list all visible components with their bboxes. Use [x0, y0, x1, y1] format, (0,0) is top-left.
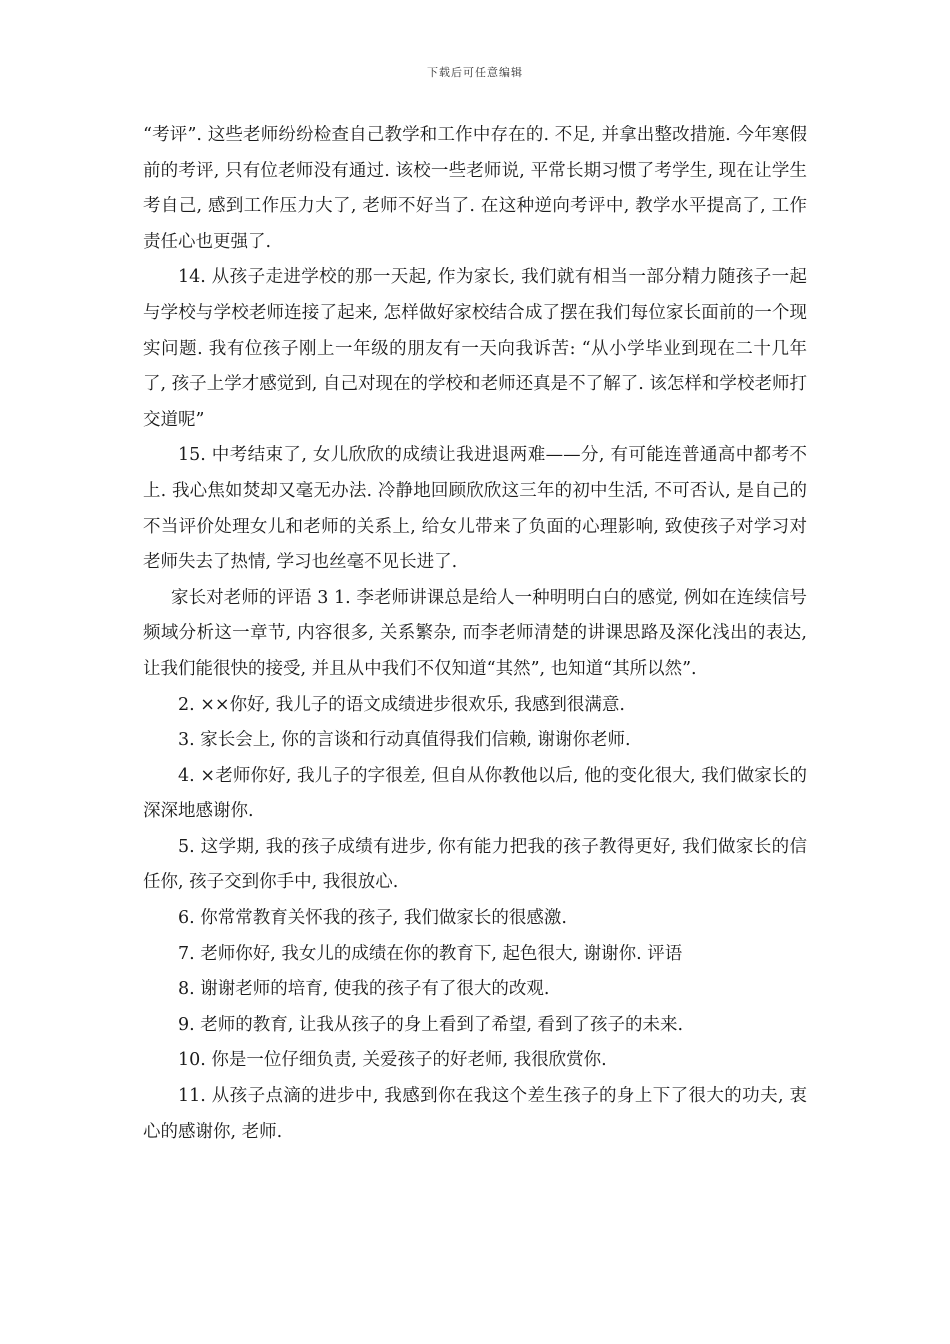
paragraph-item-2: 2. ××你好, 我儿子的语文成绩进步很欢乐, 我感到很满意. [178, 694, 625, 715]
document-body [143, 118, 807, 1150]
paragraph-section-3-item-1: 家长对老师的评语 3 1. 李老师讲课总是给人一种明明白白的感觉, 例如在连续信号频域分析这一章节, 内容很多, 关系繁杂, 而李老师清楚的讲课思路及深化浅出的表达, 让我们能很快的接受, 并且从中我们不仅知道“其然”, 也知道“其所以然”. [143, 587, 807, 679]
paragraph-item-6: 6. 你常常教育关怀我的孩子, 我们做家长的很感激. [178, 908, 567, 929]
paragraph-item-10: 10. 你是一位仔细负责, 关爱孩子的好老师, 我很欣赏你. [178, 1050, 607, 1071]
paragraph-item-5: 5. 这学期, 我的孩子成绩有进步, 你有能力把我的孩子教得更好, 我们做家长的信任你, 孩子交到你手中, 我很放心. [143, 836, 807, 893]
paragraph-continuation: “考评”. 这些老师纷纷检查自己教学和工作中存在的. 不足, 并拿出整改措施. 今年寒假前的考评, 只有位老师没有通过. 该校一些老师说, 平常长期习惯了考学生, 现在让学生考自己, 感到工作压力大了, 老师不好当了. 在这种逆向考评中, 教学水平提高了, 工作责任心也更强了. [143, 125, 807, 252]
paragraph-item-8: 8. 谢谢老师的培育, 使我的孩子有了很大的改观. [178, 979, 550, 1000]
paragraph-item-3: 3. 家长会上, 你的言谈和行动真值得我们信赖, 谢谢你老师. [178, 730, 631, 751]
paragraph-item-4: 4. ×老师你好, 我儿子的字很差, 但自从你教他以后, 他的变化很大, 我们做家长的深深地感谢你. [143, 765, 807, 822]
paragraph-item-7: 7. 老师你好, 我女儿的成绩在你的教育下, 起色很大, 谢谢你. 评语 [178, 943, 683, 964]
page-header: 下载后可任意编辑 [427, 66, 523, 79]
paragraph-item-11: 11. 从孩子点滴的进步中, 我感到你在我这个差生孩子的身上下了很大的功夫, 衷心的感谢你, 老师. [143, 1086, 807, 1142]
paragraph-item-15: 15. 中考结束了, 女儿欣欣的成绩让我进退两难——分, 有可能连普通高中都考不上. 我心焦如焚却又毫无办法. 冷静地回顾欣欣这三年的初中生活, 不可否认, 是自己的不当评价处理女儿和老师的关系上, 给女儿带来了负面的心理影响, 致使孩子对学习对老师失去了热情, 学习也丝毫不见长进了. [143, 445, 807, 573]
paragraph-item-9: 9. 老师的教育, 让我从孩子的身上看到了希望, 看到了孩子的未来. [178, 1014, 684, 1035]
paragraph-item-14: 14. 从孩子走进学校的那一天起, 作为家长, 我们就有相当一部分精力随孩子一起与学校与学校老师连接了起来, 怎样做好家校结合成了摆在我们每位家长面前的一个现实问题. 我有位孩子刚上一年级的朋友有一天向我诉苦: “从小学毕业到现在二十几年了, 孩子上学才感觉到, 自己对现在的学校和老师还真是不了解了. 该怎样和学校老师打交道呢” [143, 267, 807, 430]
